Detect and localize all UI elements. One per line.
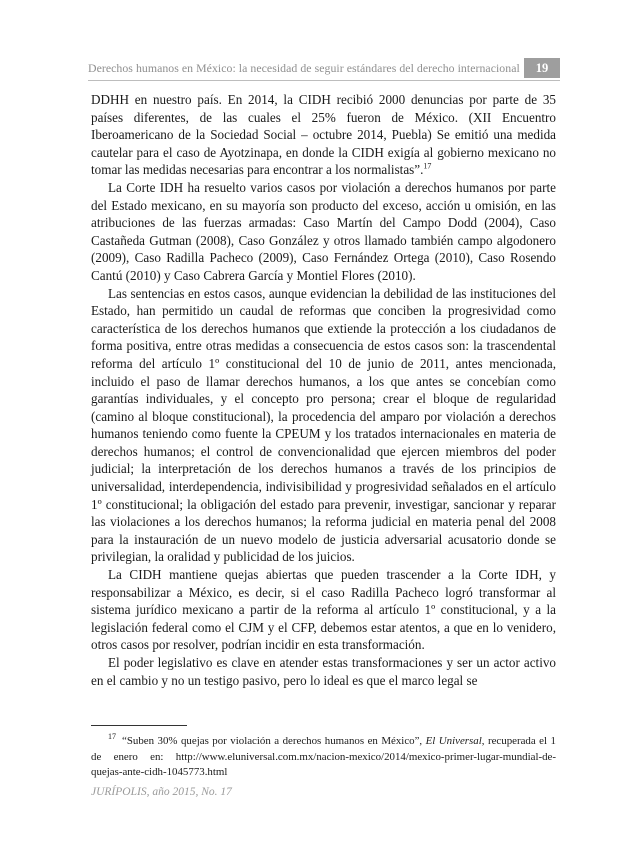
paragraph: La Corte IDH ha resuelto varios casos por violación a derechos humanos por parte del Estado mexicano, en su mayoría son producto del exceso, acción u omisión, en las atribuciones de las fuerzas armadas: Caso Martín del Campo Dodd (2004), Caso Castañeda Gutman (2008), Caso González y otros llamado también campo algodonero (2009), Caso Radilla Pacheco (2009), Caso Fernández Ortega (2010), Caso Rosendo Cantú (2010) y Caso Cabrera García y Montiel Flores (2010). <box>91 179 556 283</box>
paragraph-text: DDHH en nuestro país. En 2014, la CIDH recibió 2000 denuncias por parte de 35 países diferentes, de las cuales el 25% fueron de México. (XII Encuentro Iberoamericano de la Sociedad Social – octubre 2014, Puebla) Se emitió una medida cautelar para el caso de Ayotzinapa, en donde la CIDH exigía al gobierno mexicano no tomar las medidas necesarias para encontrar a los normalistas”. <box>91 92 556 178</box>
journal-footer: JURÍPOLIS, año 2015, No. 17 <box>91 786 232 798</box>
header-rule <box>88 80 560 81</box>
body-text <box>91 91 556 689</box>
footnote-source: El Universal <box>425 735 482 747</box>
paragraph <box>91 91 556 179</box>
header-title: Derechos humanos en México: la necesidad de seguir estándares del derecho internacional <box>88 60 520 75</box>
footnote-text: “Suben 30% quejas por violación a derechos humanos en México”, <box>122 735 423 747</box>
paragraph: El poder legislativo es clave en atender estas transformaciones y ser un actor activo en el cambio y no un testigo pasivo, pero lo ideal es que el marco legal se <box>91 655 556 688</box>
paragraph: La CIDH mantiene quejas abiertas que pueden trascender a la Corte IDH, y responsabilizar a México, es decir, si el caso Radilla Pacheco logró transformar al sistema jurídico mexicano a partir de la reforma al artículo 1º constitucional, y a la legislación federal como el CJM y el CFP, debemos estar atentos, a que en lo venidero, otros casos por resolver, podrían incidir en esta transformación. <box>91 567 556 653</box>
paragraph: Las sentencias en estos casos, aunque evidencian la debilidad de las instituciones del Estado, han permitido un caudal de reformas que conciben la progresividad como característica de los derechos humanos que extiende la protección a los ciudadanos de forma positiva, entre otras medidas a consecuencia de estos casos son: la trascendental reforma del artículo 1º constitucional del 10 de junio de 2011, antes mencionada, incluido el paso de llamar derechos humanos, a los que antes se concebían como garantías individuales, y el concepto pro persona; crear el bloque de regularidad (camino al bloque constitucional), la procedencia del amparo por violación a derechos humanos teniendo como fuente la CPEUM y los tratados internacionales en materia de derechos humanos; el control de convencionalidad que ejercen miembros del poder judicial; la interpretación de los derechos humanos a través de los principios de universalidad, interdependencia, indivisibilidad y progresividad señalados en el artículo 1º constitucional; la obligación del estado para prevenir, investigar, sancionar y reparar las violaciones a los derechos humanos; la reforma judicial en materia penal del 2008 para la instauración de un nuevo modelo de justicia adversarial acusatorio donde se privilegian, la oralidad y publicidad de los juicios. <box>91 285 556 565</box>
page-number: 19 <box>524 58 560 78</box>
footnote-rule <box>91 725 187 726</box>
running-header <box>88 57 560 79</box>
footnote: 17 “Suben 30% quejas por violación a derechos humanos en México”, El Universal, recuperada el 1 de enero en: http://www.eluniversal.com.mx/nacion-mexico/2014/mexico-primer-lugar-mundial-de-quejas-ante-cidh-1045773.html <box>91 732 556 779</box>
footnote-url-text[interactable]: , recuperada el 1 de enero en: http://www.eluniversal.com.mx/nacion-mexico/2014/mexico-primer-lugar-mundial-de-quejas-ante-cidh-1045773.html <box>91 735 556 779</box>
footnote-ref[interactable]: 17 <box>423 162 432 171</box>
